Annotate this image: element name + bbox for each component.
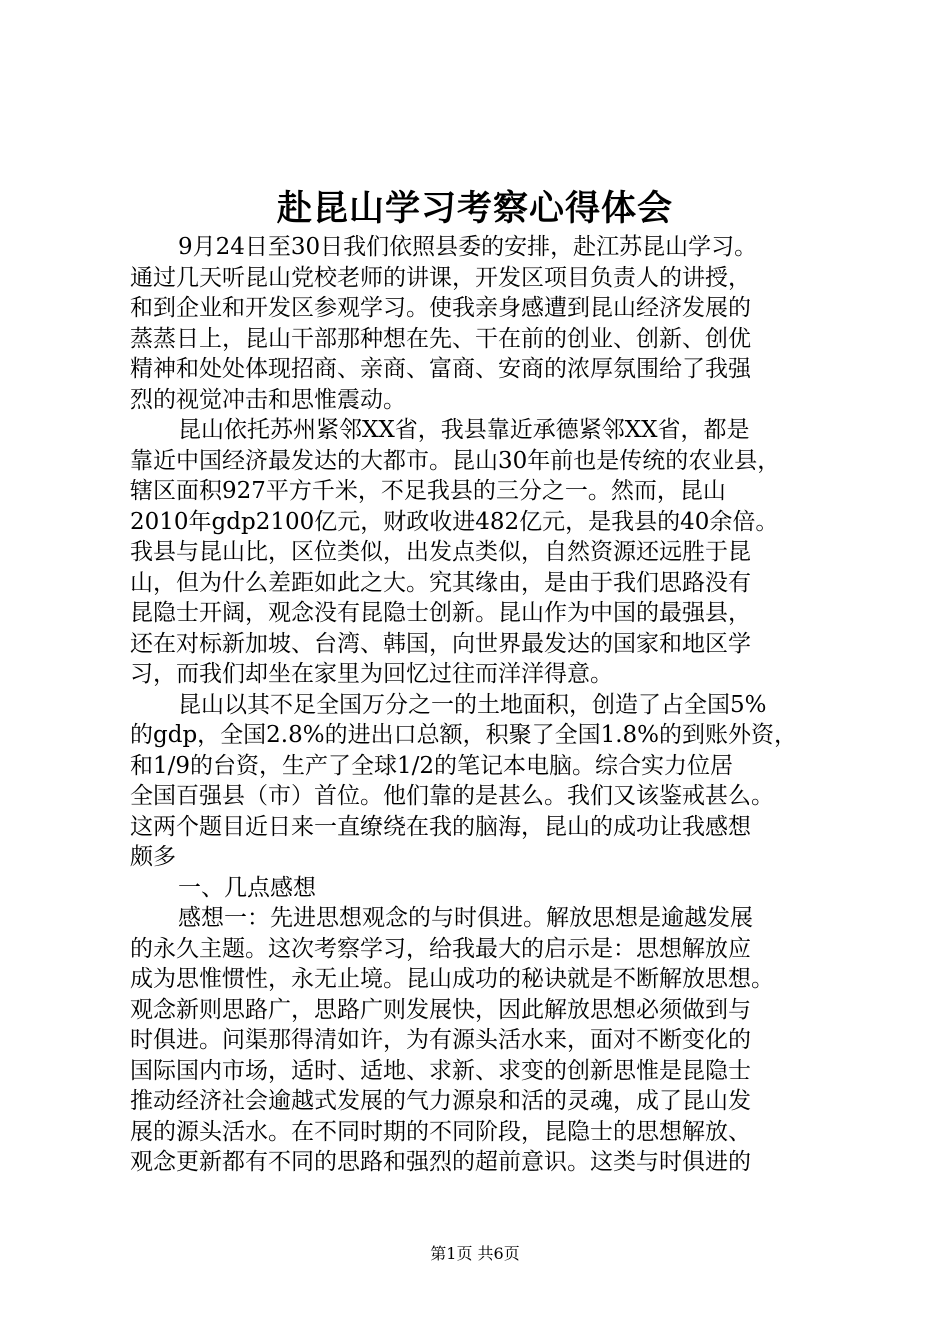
text-line: 国际国内市场，适时、适地、求新、求变的创新思惟是昆隐士 xyxy=(130,1057,751,1084)
text-line: 我县与昆山比，区位类似，出发点类似，自然资源还远胜于昆 xyxy=(130,539,751,565)
text-line: 颇多 xyxy=(130,844,176,870)
text-line: 辖区面积927平方千米，不足我县的三分之一。然而，昆山 xyxy=(130,478,726,504)
text-line: 一、几点感想 xyxy=(178,874,316,901)
text-line: 的gdp，全国2.8%的进出口总额，积聚了全国1.8%的到账外资， xyxy=(130,722,798,748)
text-line: 精神和处处体现招商、亲商、富商、安商的浓厚氛围给了我强 xyxy=(130,356,751,382)
document-title: 赴昆山学习考察心得体会 xyxy=(276,188,673,229)
text-line: 时俱进。问渠那得清如许，为有源头活水来，面对不断变化的 xyxy=(130,1027,751,1053)
text-line: 这两个题目近日来一直缭绕在我的脑海，昆山的成功让我感想 xyxy=(130,813,751,840)
text-line: 2010年gdp2100亿元，财政收进482亿元，是我县的40余倍。 xyxy=(130,508,779,535)
text-line: 山，但为什么差距如此之大。究其缘由，是由于我们思路没有 xyxy=(130,569,751,596)
text-line: 全国百强县（市）首位。他们靠的是甚么。我们又该鉴戒甚么。 xyxy=(130,783,774,809)
text-line: 成为思惟惯性，永无止境。昆山成功的秘诀就是不断解放思想。 xyxy=(130,966,774,992)
text-line: 通过几天听昆山党校老师的讲课，开发区项目负责人的讲授， xyxy=(130,264,751,291)
text-line: 还在对标新加坡、台湾、韩国，向世界最发达的国家和地区学 xyxy=(130,630,751,657)
text-line: 推动经济社会逾越式发展的气力源泉和活的灵魂，成了昆山发 xyxy=(130,1088,751,1114)
text-line: 习，而我们却坐在家里为回忆过往而洋洋得意。 xyxy=(130,661,613,687)
document-body xyxy=(130,232,835,1178)
text-line: 烈的视觉冲击和思惟震动。 xyxy=(130,386,406,413)
text-line: 观念更新都有不同的思路和强烈的超前意识。这类与时俱进的 xyxy=(130,1149,751,1175)
text-line: 的永久主题。这次考察学习，给我最大的启示是：思想解放应 xyxy=(130,935,751,962)
text-line: 9月24日至30日我们依照县委的安排，赴江苏昆山学习。 xyxy=(178,234,758,260)
text-line: 蒸蒸日上，昆山干部那种想在先、干在前的创业、创新、创优 xyxy=(130,325,751,352)
page-footer: 第1页 共6页 xyxy=(430,1244,520,1263)
text-line: 观念新则思路广，思路广则发展快，因此解放思想必须做到与 xyxy=(130,996,751,1023)
text-line: 和1/9的台资，生产了全球1/2的笔记本电脑。综合实力位居 xyxy=(130,752,734,779)
text-line: 昆山依托苏州紧邻XX省，我县靠近承德紧邻XX省，都是 xyxy=(178,417,750,443)
text-line: 感想一：先进思想观念的与时俱进。解放思想是逾越发展 xyxy=(178,905,753,931)
text-line: 昆山以其不足全国万分之一的土地面积，创造了占全国5% xyxy=(178,691,767,718)
text-line: 展的源头活水。在不同时期的不同阶段，昆隐士的思想解放、 xyxy=(130,1118,751,1145)
text-line: 昆隐士开阔，观念没有昆隐士创新。昆山作为中国的最强县， xyxy=(130,600,751,626)
text-line: 和到企业和开发区参观学习。使我亲身感遭到昆山经济发展的 xyxy=(130,295,751,321)
text-line: 靠近中国经济最发达的大都市。昆山30年前也是传统的农业县， xyxy=(130,447,781,474)
